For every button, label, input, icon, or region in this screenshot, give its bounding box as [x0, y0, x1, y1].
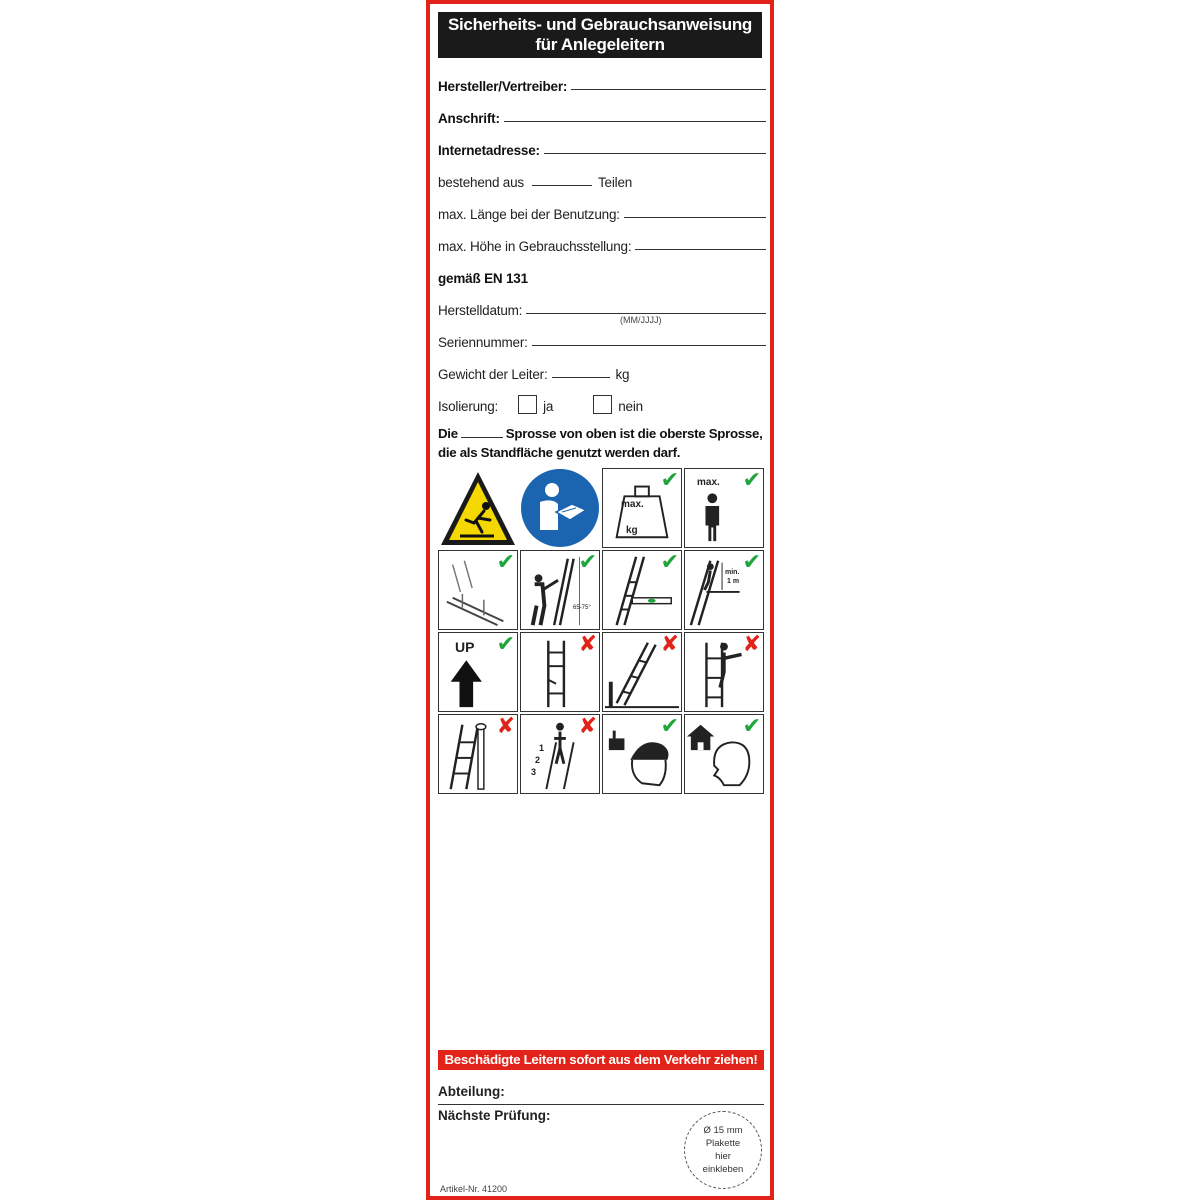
inspection-sticker-placeholder — [684, 1111, 762, 1189]
lean-on-post-icon — [438, 714, 518, 794]
note-line-1: Sprosse von oben ist die oberste Sprosse, — [505, 426, 763, 441]
allowed-check-icon: ✔ — [660, 468, 679, 492]
manufacturer-field[interactable] — [571, 89, 766, 90]
max-height-label: max. Höhe in Gebrauchsstellung: — [438, 239, 632, 254]
parts-row — [438, 170, 766, 190]
weight-label: Gewicht der Leiter: — [438, 367, 548, 382]
forbidden-cross-icon: ✘ — [578, 632, 597, 656]
weight-row — [438, 362, 766, 382]
insulation-yes-label: ja — [543, 399, 554, 414]
missing-rung-icon — [520, 632, 600, 712]
insulation-no-checkbox[interactable] — [593, 395, 612, 414]
label-title — [438, 12, 762, 58]
up-label: UP — [455, 639, 475, 655]
angle-text: 65-75° — [573, 605, 591, 611]
insulation-no-label: nein — [618, 399, 643, 414]
address-row — [438, 106, 766, 126]
max-length-row — [438, 202, 766, 222]
forbidden-cross-icon: ✘ — [578, 714, 597, 738]
max-persons-icon — [684, 468, 764, 548]
title-line-2: für Anlegeleitern — [535, 35, 665, 54]
note-line-2: die als Standfläche genutzt werden darf. — [438, 445, 681, 460]
forbidden-cross-icon: ✘ — [742, 632, 761, 656]
inspect-ladder-icon — [438, 550, 518, 630]
parts-suffix: Teilen — [597, 175, 633, 190]
overlap-1m-icon — [684, 550, 764, 630]
parts-prefix: bestehend aus — [438, 175, 524, 190]
sticker-line-3: hier — [715, 1151, 731, 1162]
overlap-min-text: min. — [725, 569, 740, 576]
max-length-field[interactable] — [624, 217, 766, 218]
next-inspection-label: Nächste Prüfung: — [438, 1108, 551, 1123]
ladder-on-slope-icon — [602, 632, 682, 712]
allowed-check-icon: ✔ — [660, 714, 679, 738]
rung-3-label: 3 — [531, 767, 537, 777]
website-row — [438, 138, 766, 158]
max-height-row — [438, 234, 766, 254]
read-manual-icon — [520, 468, 600, 548]
weight-field[interactable] — [552, 377, 610, 378]
max-persons-text: max. — [697, 477, 720, 488]
rung-number-field[interactable] — [461, 425, 503, 438]
allowed-check-icon: ✔ — [496, 632, 515, 656]
serial-label: Seriennummer: — [438, 335, 528, 350]
overlap-value-text: 1 m — [727, 578, 740, 585]
production-date-label: Herstelldatum: — [438, 303, 523, 318]
address-field[interactable] — [504, 121, 766, 122]
rung-2-label: 2 — [535, 755, 541, 765]
serial-field[interactable] — [532, 345, 766, 346]
ladder-instruction-label — [426, 0, 774, 1200]
production-date-row — [438, 298, 766, 318]
ladder-angle-icon — [520, 550, 600, 630]
standard-label: gemäß EN 131 — [438, 271, 528, 286]
max-load-icon — [602, 468, 682, 548]
max-load-unit: kg — [626, 525, 638, 536]
insulation-row — [438, 394, 766, 414]
production-date-field[interactable] — [526, 313, 766, 314]
top-rung-note — [438, 424, 768, 462]
allowed-check-icon: ✔ — [578, 550, 597, 574]
damaged-ladder-warning: Beschädigte Leitern sofort aus dem Verkehr ziehen! — [438, 1050, 764, 1070]
sticker-line-4: einkleben — [702, 1164, 744, 1175]
date-format-hint: (MM/JJJJ) — [620, 315, 662, 325]
forbidden-cross-icon: ✘ — [660, 632, 679, 656]
insulation-label: Isolierung: — [438, 399, 499, 414]
parts-count-field[interactable] — [532, 185, 592, 186]
industrial-use-helmet-icon — [602, 714, 682, 794]
note-die: Die — [438, 426, 458, 441]
weight-unit: kg — [615, 367, 630, 382]
slip-hazard-warning-icon — [438, 468, 518, 548]
department-field[interactable] — [438, 1084, 764, 1105]
department-label: Abteilung: — [438, 1084, 505, 1099]
up-arrow-icon — [438, 632, 518, 712]
article-number: Artikel-Nr. 41200 — [440, 1184, 508, 1194]
website-label: Internetadresse: — [438, 143, 540, 158]
top-rungs-icon — [520, 714, 600, 794]
max-load-text: max. — [621, 499, 644, 510]
level-ground-icon — [602, 550, 682, 630]
allowed-check-icon: ✔ — [496, 550, 515, 574]
max-height-field[interactable] — [635, 249, 766, 250]
home-use-icon — [684, 714, 764, 794]
serial-row — [438, 330, 766, 350]
address-label: Anschrift: — [438, 111, 500, 126]
insulation-yes-checkbox[interactable] — [518, 395, 537, 414]
allowed-check-icon: ✔ — [742, 468, 761, 492]
pictogram-grid — [438, 468, 766, 798]
max-length-label: max. Länge bei der Benutzung: — [438, 207, 620, 222]
manufacturer-row — [438, 74, 766, 94]
sticker-line-2: Plakette — [705, 1138, 741, 1149]
rung-1-label: 1 — [539, 743, 545, 753]
manufacturer-label: Hersteller/Vertreiber: — [438, 79, 568, 94]
overreaching-icon — [684, 632, 764, 712]
allowed-check-icon: ✔ — [742, 550, 761, 574]
allowed-check-icon: ✔ — [742, 714, 761, 738]
title-line-1: Sicherheits- und Gebrauchsanweisung — [447, 15, 753, 34]
website-field[interactable] — [544, 153, 766, 154]
allowed-check-icon: ✔ — [660, 550, 679, 574]
forbidden-cross-icon: ✘ — [496, 714, 515, 738]
standard-row — [438, 266, 766, 286]
sticker-line-1: Ø 15 mm — [703, 1125, 743, 1136]
